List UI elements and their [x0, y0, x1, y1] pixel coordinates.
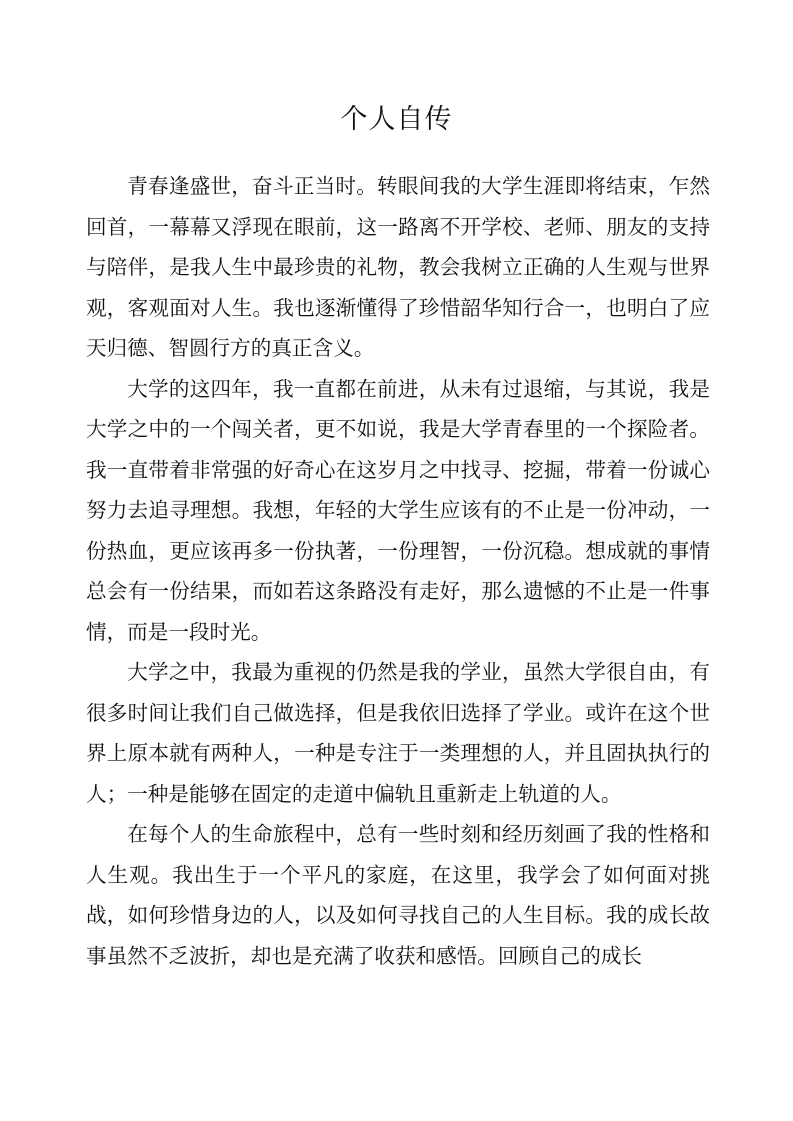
- paragraph: 青春逢盛世，奋斗正当时。转眼间我的大学生涯即将结束，乍然回首，一幕幕又浮现在眼前，这一路离不开学校、老师、朋友的支持与陪伴，是我人生中最珍贵的礼物，教会我树立正确的人生观与世界观，客观面对人生。我也逐渐懂得了珍惜韶华知行合一，也明白了应天归德、智圆行方的真正含义。: [86, 174, 710, 360]
- document-body: [86, 166, 710, 976]
- paragraph: 在每个人的生命旅程中，总有一些时刻和经历刻画了我的性格和人生观。我出生于一个平凡的家庭，在这里，我学会了如何面对挑战，如何珍惜身边的人，以及如何寻找自己的人生目标。我的成长故事虽然不乏波折，却也是充满了收获和感悟。回顾自己的成长: [86, 822, 710, 968]
- paragraph: 大学之中，我最为重视的仍然是我的学业，虽然大学很自由，有很多时间让我们自己做选择，但是我依旧选择了学业。或许在这个世界上原本就有两种人，一种是专注于一类理想的人，并且固执执行的人；一种是能够在固定的走道中偏轨且重新走上轨道的人。: [86, 660, 710, 806]
- paragraph: 大学的这四年，我一直都在前进，从未有过退缩，与其说，我是大学之中的一个闯关者，更不如说，我是大学青春里的一个探险者。我一直带着非常强的好奇心在这岁月之中找寻、挖掘，带着一份诚心努力去追寻理想。我想，年轻的大学生应该有的不止是一份冲动，一份热血，更应该再多一份执著，一份理智，一份沉稳。想成就的事情总会有一份结果，而如若这条路没有走好，那么遗憾的不止是一件事情，而是一段时光。: [86, 376, 710, 644]
- document-title: 个人自传: [340, 104, 453, 135]
